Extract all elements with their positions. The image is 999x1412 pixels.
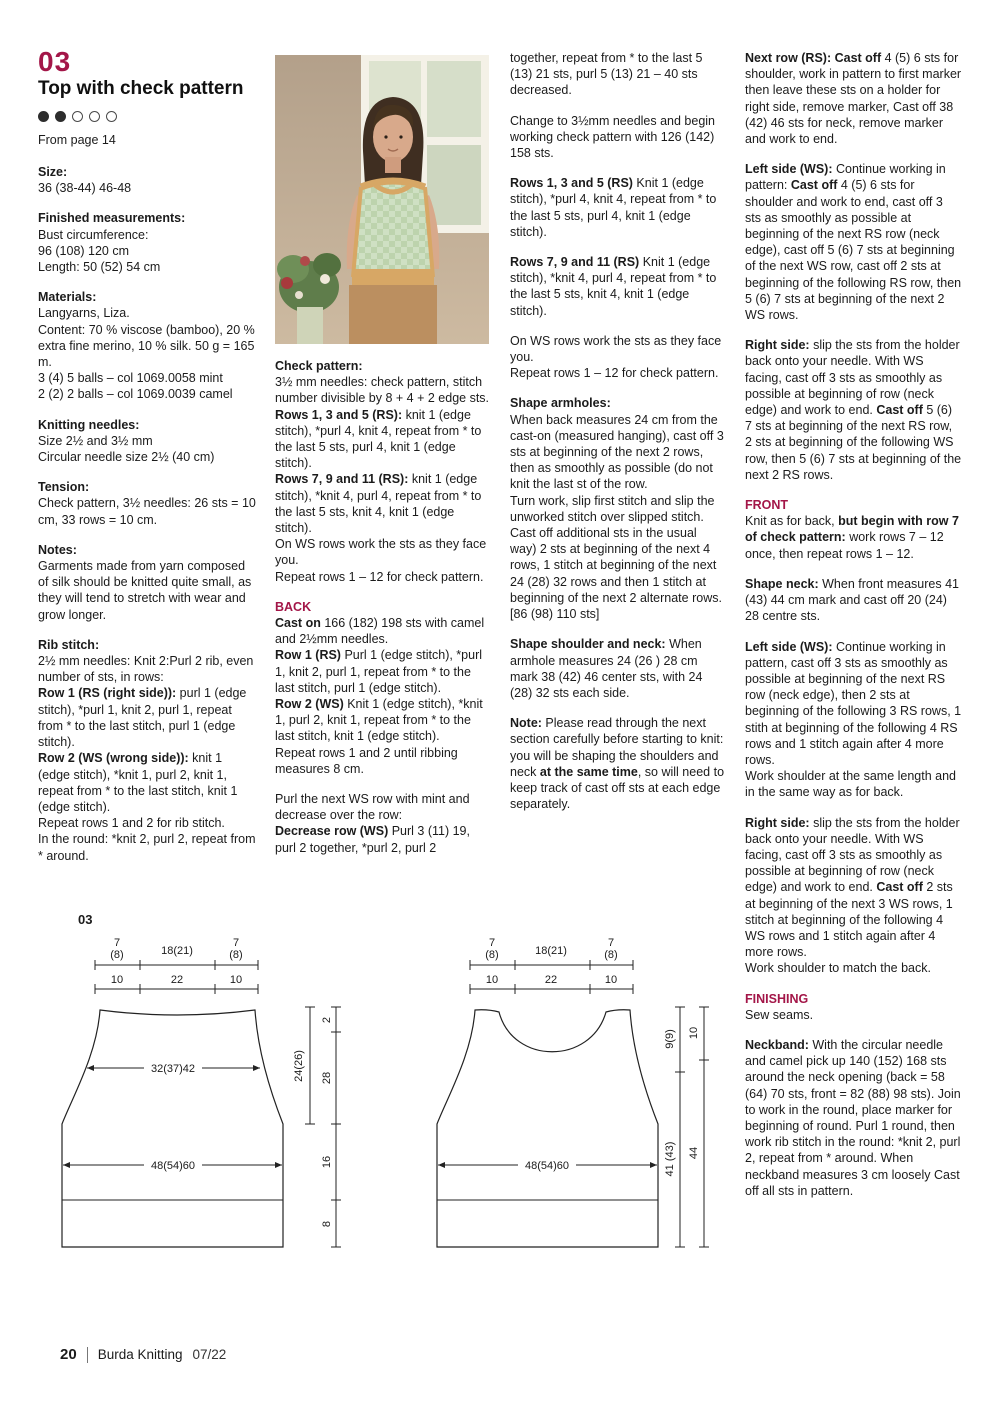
paragraph xyxy=(510,395,725,411)
bold-text-run: Knitting needles: xyxy=(38,417,140,432)
diagram-label: 03 xyxy=(78,912,93,927)
paragraph xyxy=(510,525,725,622)
bold-text-run: Shape shoulder and neck: xyxy=(510,637,666,652)
text-run: Langyarns, Liza. xyxy=(38,306,130,321)
text-run: Continue working in pattern: xyxy=(745,162,946,193)
paragraph xyxy=(745,768,962,800)
paragraph xyxy=(510,113,725,162)
text-run: Knit 1 (edge stitch), *knit 4, purl 4, repeat from * to the last 5 sts, knit 4, knit 1 (edge stitch). xyxy=(510,255,717,318)
text-run: Size 2½ and 3½ mm xyxy=(38,433,153,448)
text-run: On WS rows work the sts as they face you. xyxy=(275,537,487,568)
paragraph xyxy=(510,175,725,240)
bold-text-run: at the same time xyxy=(539,764,638,779)
paragraph xyxy=(745,815,962,961)
paragraph xyxy=(275,745,490,777)
paragraph xyxy=(510,412,725,493)
page-title: Top with check pattern xyxy=(38,78,244,99)
measure-front-shoulder-alt: (8) xyxy=(604,949,618,961)
paragraph xyxy=(38,479,256,495)
text-run: Repeat rows 1 – 12 for check pattern. xyxy=(510,366,719,381)
text-run: Cast off additional sts in the usual way) 2 sts at beginning of the next 4 rows, 1 stitch at beginning of the next 24 (28) 32 rows and then 1 stitch at beginning of the next 2 alternate rows. [86 (98) 110 sts] xyxy=(510,526,722,622)
footer-divider xyxy=(87,1347,88,1363)
paragraph xyxy=(745,576,962,625)
measure-front-neck: 18(21) xyxy=(535,945,567,957)
bold-text-run: Neckband: xyxy=(745,1037,809,1052)
paragraph xyxy=(38,180,256,196)
paragraph xyxy=(510,636,725,701)
paragraph xyxy=(745,960,962,976)
text-run: When armhole measures 24 (26 ) 28 cm mark 38 (42) 46 center sts, with 24 (28) 32 sts each side. xyxy=(510,637,703,700)
paragraph xyxy=(745,513,962,562)
footer-issue: 07/22 xyxy=(192,1347,227,1362)
section-heading xyxy=(275,599,490,615)
measure-segment-2: 28 xyxy=(321,1071,333,1085)
text-run: 4 (5) 6 sts for shoulder and work to end, cast off 3 sts as smoothly as possible at beginning of the next RS row (neck edge), cast off 5 (6) 7 sts at beginning of the next WS row, cast off 2 sts at beginning of the following RS row, then 5 (6) 7 sts at beginning of the next 2 WS rows. xyxy=(745,178,962,323)
measure-segment-3: 16 xyxy=(321,1155,333,1169)
paragraph xyxy=(275,696,490,745)
center-measures xyxy=(293,1007,341,1247)
measure-front-shoulder: 7 xyxy=(488,937,496,949)
measure-back-row2-right: 10 xyxy=(229,974,243,986)
text-run: Continue working in pattern, cast off 3 sts as smoothly as possible at beginning of the next RS row (neck edge), then 2 sts at beginning of the following 3 RS rows, 1 stith at beginning of the following 4 RS rows and 1 stitch again after 4 more rows. xyxy=(745,639,962,767)
paragraph xyxy=(275,647,490,696)
bold-text-run: Right side: xyxy=(745,338,810,353)
bold-text-run: Cast off xyxy=(790,178,838,193)
text-run: knit 1 (edge stitch), *knit 4, purl 4, repeat from * to the last 5 sts, knit 4, knit 1 (edge stitch). xyxy=(275,472,482,536)
paragraph xyxy=(38,449,256,465)
difficulty-dot-empty xyxy=(89,111,100,122)
paragraph xyxy=(38,685,256,750)
bold-text-run: Tension: xyxy=(38,480,90,495)
bold-text-run: Rows 1, 3 and 5 (RS): xyxy=(275,407,403,422)
bold-text-run: Rib stitch: xyxy=(38,637,100,652)
paragraph xyxy=(38,637,256,653)
difficulty-dot-empty xyxy=(72,111,83,122)
paragraph xyxy=(745,337,962,483)
text-run: work rows 7 – 12 once, then repeat rows 1 – 12. xyxy=(745,530,944,561)
footer-magazine-name: Burda Knitting xyxy=(97,1347,183,1362)
paragraph xyxy=(275,536,490,568)
text-run: Turn work, slip first stitch and slip the unworked stitch over slipped stitch. xyxy=(510,493,715,524)
text-run: 3 (4) 5 balls – col 1069.0058 mint xyxy=(38,371,223,386)
paragraph xyxy=(38,417,256,433)
footer-page-number: 20 xyxy=(60,1346,77,1363)
paragraph xyxy=(38,542,256,558)
bold-text-run: Cast off xyxy=(876,403,923,418)
column-shaping xyxy=(510,50,725,812)
bold-text-run: Rows 7, 9 and 11 (RS): xyxy=(275,472,409,487)
paragraph xyxy=(275,791,490,823)
bold-text-run: Left side (WS): xyxy=(745,162,833,177)
paragraph xyxy=(38,243,256,259)
text-run: slip the sts from the holder back onto your needle. With WS facing, cast off 3 sts as smoothly as possible at beginning of row (neck edge) and work to end. xyxy=(745,815,960,895)
paragraph xyxy=(275,374,490,406)
paragraph xyxy=(38,815,256,831)
measure-front-shoulder: 7 xyxy=(607,937,615,949)
text-run: Check pattern, 3½ needles: 26 sts = 10 cm, 33 rows = 10 cm. xyxy=(38,496,256,527)
difficulty-dot-filled xyxy=(55,111,66,122)
measure-front-neck-depth: 9(9) xyxy=(664,1029,676,1049)
paragraph xyxy=(38,831,256,863)
bold-text-run: Shape neck: xyxy=(745,576,819,591)
paragraph xyxy=(38,386,256,402)
paragraph xyxy=(275,358,490,374)
column-back xyxy=(275,358,490,856)
article-photo xyxy=(275,55,489,344)
paragraph xyxy=(275,569,490,585)
bold-text-run: Check pattern: xyxy=(275,359,363,373)
paragraph xyxy=(745,639,962,769)
paragraph xyxy=(38,370,256,386)
paragraph xyxy=(38,164,256,180)
paragraph xyxy=(745,161,962,323)
text-run: Please read through the next section carefully before starting to knit: you will be shaping the shoulders and neck xyxy=(510,716,724,779)
text-run: 166 (182) 198 sts with camel and 2½mm needles. xyxy=(275,616,485,647)
paragraph xyxy=(38,227,256,243)
back-schematic xyxy=(62,937,283,1247)
paragraph xyxy=(38,259,256,275)
measure-segment-1: 2 xyxy=(321,1016,333,1024)
text-run: Length: 50 (52) 54 cm xyxy=(38,260,161,275)
text-run: Knit 1 (edge stitch), *knit 1, purl 2, knit 1, repeat from * to the last stitch, knit 1 (edge stitch). xyxy=(275,697,483,744)
text-run: 5 (6) 7 sts at beginning of the next RS row, 2 sts at beginning of the following WS row, then 5 (6) 7 sts at beginning of the next 2 RS rows. xyxy=(745,403,962,482)
bold-text-run: Row 1 (RS (right side)): xyxy=(38,686,177,701)
paragraph xyxy=(275,615,490,647)
text-run: purl 1 (edge stitch), *purl 1, knit 2, purl 1, repeat from * to the last stitch, purl 1 (edge stitch). xyxy=(38,686,247,750)
measure-back-shoulder: 7 xyxy=(232,937,240,949)
measure-front-row2-mid: 22 xyxy=(544,974,558,986)
bold-text-run: Shape armholes: xyxy=(510,396,611,411)
measure-back-shoulder-alt: (8) xyxy=(110,949,124,961)
measure-front-body-length: 41 (43) xyxy=(664,1141,676,1177)
measure-back-row2-left: 10 xyxy=(110,974,124,986)
column-front-finishing xyxy=(745,50,962,1199)
difficulty-dot-filled xyxy=(38,111,49,122)
bold-text-run: Decrease row (WS) xyxy=(275,824,389,839)
paragraph xyxy=(275,407,490,472)
measure-front-shoulder-alt: (8) xyxy=(485,949,499,961)
measure-back-hem-width: 48(54)60 xyxy=(150,1160,196,1172)
text-run: Change to 3½mm needles and begin working check pattern with 126 (142) 158 sts. xyxy=(510,113,716,161)
text-run: Repeat rows 1 – 12 for check pattern. xyxy=(275,569,484,584)
text-run: BACK xyxy=(275,599,312,614)
photo-illustration xyxy=(275,55,489,344)
bold-text-run: Materials: xyxy=(38,290,97,305)
bold-text-run: Size: xyxy=(38,165,68,179)
text-run: 3½ mm needles: check pattern, stitch number divisible by 8 + 4 + 2 edge sts. xyxy=(275,375,490,406)
measure-front-row2-right: 10 xyxy=(604,974,618,986)
text-run: Bust circumference: xyxy=(38,227,149,242)
paragraph xyxy=(38,322,256,371)
paragraph xyxy=(38,289,256,305)
text-run: together, repeat from * to the last 5 (13) 21 sts, purl 5 (13) 21 – 40 sts decreased. xyxy=(510,51,703,98)
text-run: 4 (5) 6 sts for shoulder, work in pattern to first marker then leave these sts on a holder for right side, remove marker, Cast off 38 (42) 46 sts for neck, remove marker and work to end. xyxy=(745,51,962,147)
text-run: In the round: *knit 2, purl 2, repeat from * around. xyxy=(38,832,256,863)
paragraph xyxy=(275,823,490,855)
measure-segment-4: 8 xyxy=(321,1220,333,1228)
measure-front-neck-depth-alt: 10 xyxy=(688,1026,700,1040)
bold-text-run: Row 2 (WS (wrong side)): xyxy=(38,751,189,766)
text-run: Circular needle size 2½ (40 cm) xyxy=(38,450,215,465)
text-run: When back measures 24 cm from the cast-on (measured hanging), cast off 3 sts at beginning of the next 2 rows, then as smoothly as possible (do not knit the last st of the row. xyxy=(510,412,724,492)
text-run: Purl the next WS row with mint and decrease over the row: xyxy=(275,792,470,823)
text-run: 2 sts at beginning of the next 3 WS rows, 1 stitch at beginning of the following 4 WS rows and 1 stitch again after 4 more rows. xyxy=(745,880,953,960)
text-run: Garments made from yarn composed of silk should be knitted quite small, as they will tend to stretch with wear and grow longer. xyxy=(38,559,252,622)
paragraph xyxy=(510,715,725,812)
paragraph xyxy=(38,210,256,226)
measure-front-row2-left: 10 xyxy=(485,974,499,986)
text-run: With the circular needle and camel pick up 140 (152) 168 sts around the neck opening (back = 58 (64) 70 sts, front = 82 (88) 98 sts). Join to work in the round, place marker for beginning of round. Purl 1 round, then work rib stitch in the round: *knit 2, purl 2, repeat from * around. When neckband measures 3 cm loosely Cast off all sts in pattern. xyxy=(745,1037,961,1198)
paragraph xyxy=(275,471,490,536)
bold-text-run: Right side: xyxy=(745,815,810,830)
text-run: 2½ mm needles: Knit 2:Purl 2 rib, even number of sts, in rows: xyxy=(38,654,254,685)
text-run: knit 1 (edge stitch), *purl 4, knit 4, repeat from * to the last 5 sts, purl 4, knit 1 (edge stitch). xyxy=(275,407,482,471)
measure-back-mid-width: 32(37)42 xyxy=(150,1063,196,1075)
text-run: , so will need to keep track of cast off sts at each edge separately. xyxy=(510,764,725,812)
text-run: When front measures 41 (43) 44 cm mark and cast off 20 (24) 28 centre sts. xyxy=(745,576,959,624)
measure-back-neck: 18(21) xyxy=(161,945,193,957)
paragraph xyxy=(510,254,725,319)
measure-back-shoulder: 7 xyxy=(113,937,121,949)
difficulty-dot-empty xyxy=(106,111,117,122)
schematic-diagrams xyxy=(40,932,720,1277)
bold-text-run: Left side (WS): xyxy=(745,639,833,654)
section-heading xyxy=(745,991,962,1007)
text-run: Repeat rows 1 and 2 for rib stitch. xyxy=(38,816,225,831)
text-run: Work shoulder at the same length and in the same way as for back. xyxy=(745,769,957,800)
paragraph xyxy=(745,50,962,147)
text-run: Purl 3 (11) 19, purl 2 together, *purl 2, purl 2 xyxy=(275,824,470,855)
text-run: Work shoulder to match the back. xyxy=(745,961,931,976)
paragraph xyxy=(510,50,725,99)
bold-text-run: Note: xyxy=(510,716,542,731)
bold-text-run: Row 2 (WS) xyxy=(275,697,344,712)
paragraph xyxy=(38,558,256,623)
paragraph xyxy=(38,750,256,815)
paragraph xyxy=(510,365,725,381)
paragraph xyxy=(745,1037,962,1199)
text-run: Content: 70 % viscose (bamboo), 20 % extra fine merino, 10 % silk. 50 g = 165 m. xyxy=(38,322,255,370)
text-run: Knit 1 (edge stitch), *purl 4, knit 4, repeat from * to the last 5 sts, purl 4, knit 1 (edge stitch). xyxy=(510,176,717,239)
measure-armhole-depth: 24(26) xyxy=(293,1050,305,1082)
bold-text-run: Next row (RS): Cast off xyxy=(745,51,882,65)
text-run: Sew seams. xyxy=(745,1007,814,1022)
bold-text-run: but begin with row 7 of check pattern: xyxy=(745,514,959,545)
bold-text-run: Rows 7, 9 and 11 (RS) xyxy=(510,255,640,270)
article-number: 03 xyxy=(38,46,72,77)
text-run: slip the sts from the holder back onto your needle. With WS facing, cast off 3 sts as smoothly as possible at beginning of row (neck edge) and work to end. xyxy=(745,338,960,418)
paragraph xyxy=(510,493,725,525)
front-schematic xyxy=(437,937,658,1247)
bold-text-run: Notes: xyxy=(38,542,77,557)
difficulty-rating xyxy=(38,111,117,122)
right-measures xyxy=(664,1007,709,1247)
text-run: 2 (2) 2 balls – col 1069.0039 camel xyxy=(38,387,233,402)
section-heading xyxy=(745,497,962,513)
text-run: Purl 1 (edge stitch), *purl 1, knit 2, purl 1, repeat from * to the last stitch, purl 1 (edge stitch). xyxy=(275,648,483,695)
text-run: 36 (38-44) 46-48 xyxy=(38,181,132,196)
text-run: knit 1 (edge stitch), *knit 1, purl 2, knit 1, repeat from * to the last stitch, knit 1 (edge stitch). xyxy=(38,751,238,814)
paragraph xyxy=(510,333,725,365)
text-run: Knit as for back, xyxy=(745,514,839,529)
text-run: Repeat rows 1 and 2 until ribbing measures 8 cm. xyxy=(275,745,458,776)
text-run: FINISHING xyxy=(745,991,809,1006)
from-page-note: From page 14 xyxy=(38,133,116,147)
paragraph xyxy=(38,433,256,449)
bold-text-run: Cast on xyxy=(275,616,321,631)
text-run: On WS rows work the sts as they face you. xyxy=(510,333,722,365)
bold-text-run: Cast off xyxy=(876,880,923,895)
paragraph xyxy=(38,305,256,321)
paragraph xyxy=(38,495,256,527)
column-materials xyxy=(38,164,256,864)
text-run: FRONT xyxy=(745,498,789,513)
measure-front-body-length-alt: 44 xyxy=(688,1146,700,1160)
measure-front-hem-width: 48(54)60 xyxy=(524,1160,570,1172)
bold-text-run: Rows 1, 3 and 5 (RS) xyxy=(510,176,633,191)
bold-text-run: Row 1 (RS) xyxy=(275,648,341,663)
paragraph xyxy=(745,1007,962,1023)
paragraph xyxy=(38,653,256,685)
page-footer xyxy=(60,1346,226,1363)
measure-back-row2-mid: 22 xyxy=(170,974,184,986)
bold-text-run: Finished measurements: xyxy=(38,211,186,226)
measure-back-shoulder-alt: (8) xyxy=(229,949,243,961)
text-run: 96 (108) 120 cm xyxy=(38,243,130,258)
